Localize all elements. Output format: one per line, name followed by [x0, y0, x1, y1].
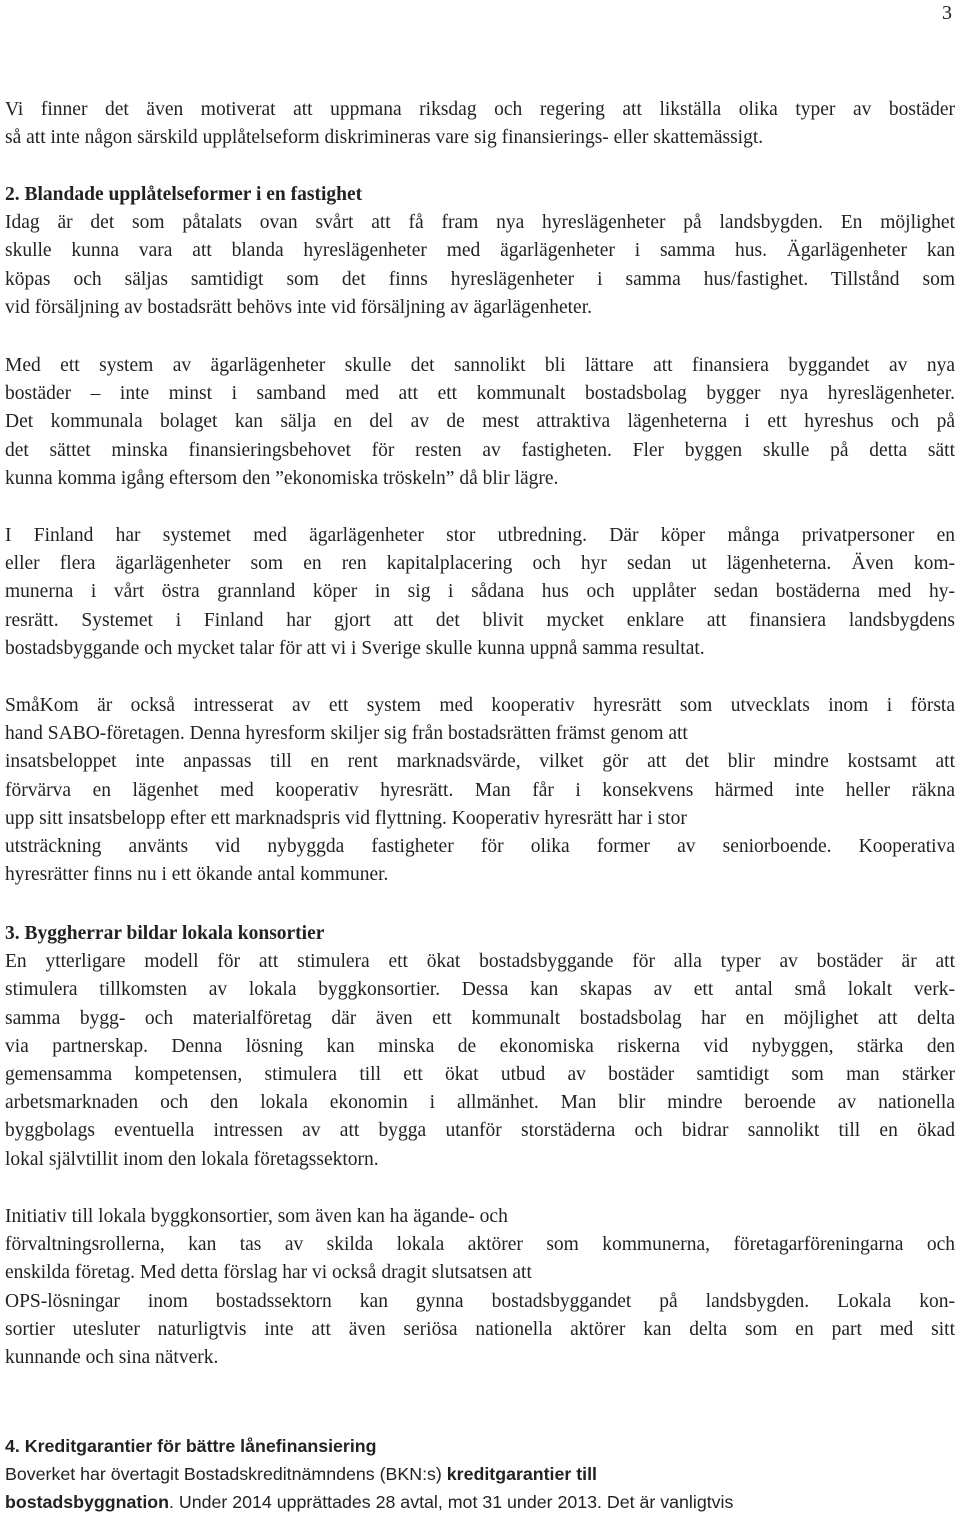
text-bold: kreditgarantier till	[446, 1464, 597, 1485]
text-line: enskilda företag. Med detta förslag har vi också dragit slutsatsen att	[5, 1262, 532, 1284]
text-line: bostadsbyggande och mycket talar för att vi i Sverige skulle kunna uppnå samma resultat.	[5, 637, 705, 659]
text-line: Det kommunala bolaget kan sälja en del av de mest attraktiva lägenheterna i ett hyreshus och på	[5, 411, 955, 433]
text-line: lokal självtillit inom den lokala företagssektorn.	[5, 1148, 379, 1170]
text-line: Initiativ till lokala byggkonsortier, som även kan ha ägande- och	[5, 1206, 508, 1227]
text-line: insatsbeloppet inte anpassas till en rent marknadsvärde, vilket gör att det blir mindre kostsamt att	[5, 751, 955, 773]
intro-paragraph	[5, 96, 955, 152]
text-normal: . Under 2014 upprättades 28 avtal, mot 31 under 2013. Det är vanligtvis	[168, 1492, 734, 1513]
text-line: skulle kunna vara att blanda hyreslägenheter med ägarlägenheter i samma hus. Ägarlägenheter kan	[5, 240, 955, 262]
text-line: SmåKom är också intresserat av ett system med kooperativ hyresrätt som utvecklats inom i första	[5, 695, 955, 716]
text-line: stimulera tillkomsten av lokala byggkonsortier. Dessa kan skapas av ett antal små lokalt verk-	[5, 979, 955, 1001]
page-number: 3	[942, 2, 952, 24]
text-line	[5, 1460, 955, 1488]
text-line: Idag är det som påtalats ovan svårt att få fram nya hyreslägenheter på landsbygden. En möjlighet	[5, 212, 955, 234]
text-line: kunnande och sina nätverk.	[5, 1347, 219, 1369]
text-line: utsträckning använts vid nybyggda fastigheter för olika former av seniorboende. Kooperativa	[5, 836, 955, 858]
text-line: köpas och säljas samtidigt som det finns hyreslägenheter i samma hus/fastighet. Tillstånd som	[5, 268, 955, 290]
section-heading: 3. Byggherrar bildar lokala konsortier	[5, 923, 325, 944]
text-line: förvaltningsrollerna, kan tas av skilda lokala aktörer som kommunerna, företagarföreningarna och	[5, 1234, 955, 1256]
text-line: det sättet minska finansieringsbehovet för resten av fastigheten. Fler byggen skulle på detta sätt	[5, 439, 955, 461]
section-3	[5, 920, 955, 1174]
text-line: hand SABO-företagen. Denna hyresform skiljer sig från bostadsrätten främst genom att	[5, 723, 688, 745]
section-2-paragraph-3	[5, 522, 955, 663]
text-line: byggbolags eventuella intressen av att bygga utanför storstäderna och bidrar sannolikt till en ökad	[5, 1120, 955, 1142]
text-line: Vi finner det även motiverat att uppmana riksdag och regering att likställa olika typer av bostäder	[5, 99, 955, 120]
text-line: vid försäljning av bostadsrätt behövs inte vid försäljning av ägarlägenheter.	[5, 296, 593, 318]
text-line: bostäder – inte minst i samband med att ett kommunalt bostadsbolag bygger nya hyreslägenheter.	[5, 383, 955, 405]
text-line: I Finland har systemet med ägarlägenheter stor utbredning. Där köper många privatpersoner en	[5, 525, 955, 546]
section-heading: 2. Blandade upplåtelseformer i en fastighet	[5, 184, 363, 205]
section-heading: 4. Kreditgarantier för bättre lånefinansiering	[5, 1436, 377, 1456]
text-line: samma bygg- och materialföretag där även ett kommunalt bostadsbolag har en möjlighet att delta	[5, 1007, 955, 1029]
section-3-paragraph-2	[5, 1203, 955, 1372]
text-line: upp sitt insatsbelopp efter ett marknadspris vid flyttning. Kooperativ hyresrätt har i stor	[5, 807, 687, 829]
text-line: resrätt. Systemet i Finland har gjort att det blivit mycket enklare att finansiera landsbygdens	[5, 609, 955, 631]
section-4	[5, 1432, 955, 1517]
text-line: kunna komma igång eftersom den ”ekonomiska tröskeln” då blir lägre.	[5, 467, 559, 489]
text-line: munerna i vårt östra grannland köper in sig i sådana hus och upplåter sedan bostäderna med hy-	[5, 581, 955, 603]
text-line: hyresrätter finns nu i ett ökande antal kommuner.	[5, 864, 389, 886]
text-line: gemensamma kompetensen, stimulera till ett ökat utbud av bostäder samtidigt som man stärker	[5, 1064, 955, 1086]
text-line: arbetsmarknaden och den lokala ekonomin i allmänhet. Man blir mindre beroende av nationella	[5, 1092, 955, 1114]
text-line: En ytterligare modell för att stimulera ett ökat bostadsbyggande för alla typer av bostäder är att	[5, 951, 955, 973]
text-line	[5, 1488, 955, 1516]
text-normal: Boverket har övertagit Bostadskreditnämndens (BKN:s)	[5, 1464, 447, 1485]
text-line: eller flera ägarlägenheter som en ren kapitalplacering och hyr sedan ut lägenheterna. Även kom-	[5, 553, 955, 575]
section-2	[5, 181, 955, 322]
text-bold: bostadsbyggnation	[5, 1492, 169, 1513]
section-2-paragraph-2	[5, 352, 955, 493]
section-2-paragraph-4	[5, 692, 955, 889]
text-line: Med ett system av ägarlägenheter skulle det sannolikt bli lättare att finansiera byggandet av nya	[5, 355, 955, 376]
text-line: så att inte någon särskild upplåtelseform diskrimineras vare sig finansierings- eller skattemässigt.	[5, 127, 764, 149]
text-line: sortier utesluter naturligtvis inte att även seriösa nationella aktörer kan delta som en part med sitt	[5, 1318, 955, 1340]
text-line: via partnerskap. Denna lösning kan minska de ekonomiska riskerna vid nybyggen, stärka den	[5, 1035, 955, 1057]
text-line: förvärva en lägenhet med kooperativ hyresrätt. Man får i konsekvens härmed inte heller räkna	[5, 779, 955, 801]
text-line: OPS-lösningar inom bostadssektorn kan gynna bostadsbyggandet på landsbygden. Lokala kon-	[5, 1290, 955, 1312]
